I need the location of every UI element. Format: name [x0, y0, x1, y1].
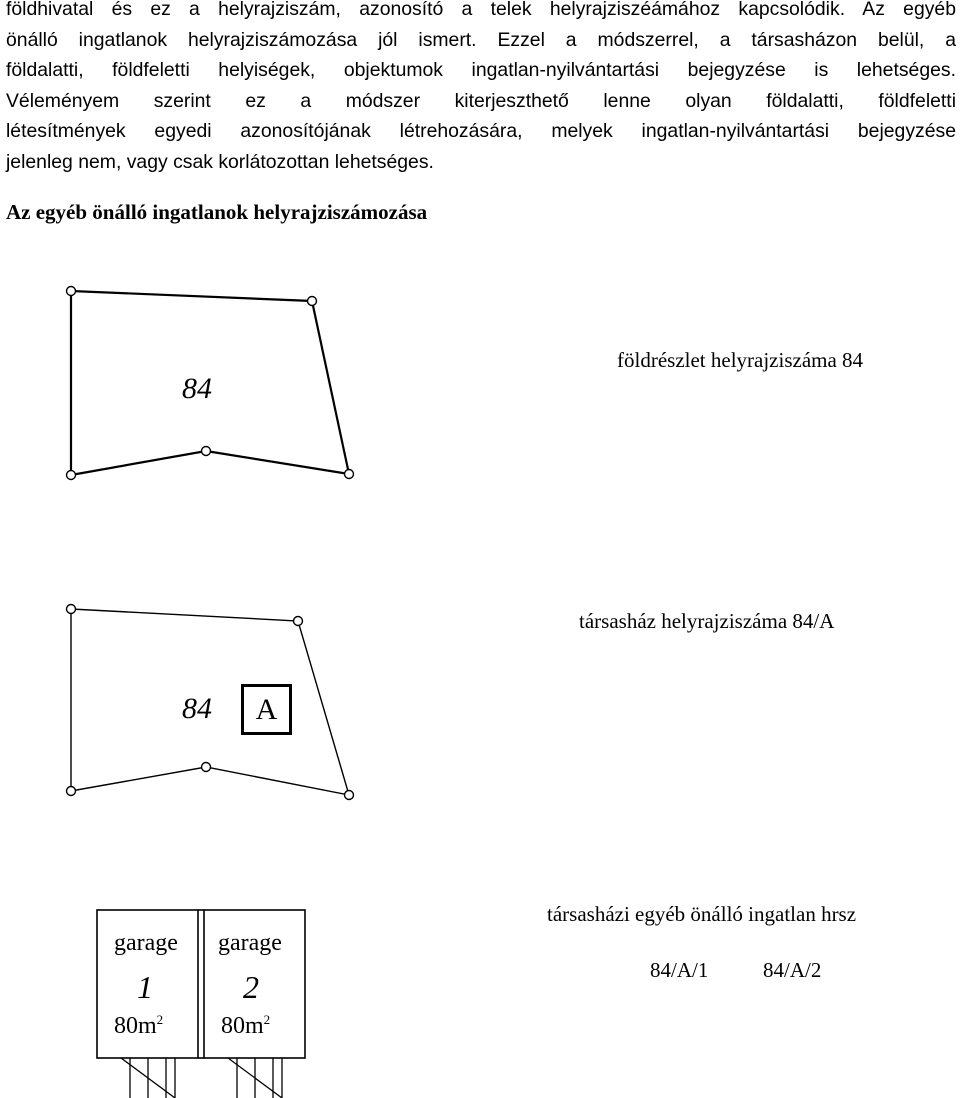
garage-2-label: garage	[218, 930, 282, 956]
garage-1-label: garage	[114, 930, 178, 956]
intro-line: önálló ingatlanok helyrajziszámozása jól ismert. Ezzel a módszerrel, a társasházon belül, a	[6, 28, 956, 51]
intro-line: földhivatal és ez a helyrajziszám, azonosító a telek helyrajziszéámához kapcsolódik. Az egyéb	[6, 0, 956, 20]
vertex-marker	[308, 297, 317, 306]
intro-line: jelenleg nem, vagy csak korlátozottan lehetséges.	[6, 150, 434, 173]
vertex-marker	[67, 471, 76, 480]
garage-1-door	[121, 1058, 175, 1098]
garage-2-number: 2	[243, 969, 259, 1005]
intro-line: földalatti, földfeletti helyiségek, objektumok ingatlan-nyilvántartási bejegyzése is lehetséges.	[6, 59, 956, 81]
vertex-marker	[202, 763, 211, 772]
condo-parcel-number: 84	[182, 692, 212, 725]
garage-caption: társasházi egyéb önálló ingatlan hrsz	[547, 902, 857, 926]
vertex-marker	[67, 287, 76, 296]
vertex-marker	[345, 791, 354, 800]
vertex-marker	[67, 605, 76, 614]
garage-1-hrsz: 84/A/1	[650, 958, 709, 982]
garage-2-door	[228, 1058, 282, 1098]
intro-line: Véleményem szerint ez a módszer kiterjeszthető lenne olyan földalatti, földfeletti	[6, 89, 956, 112]
intro-line: létesítmények egyedi azonosítójának létrehozására, melyek ingatlan-nyilvántartási bejegyzése	[6, 120, 956, 142]
condo-caption: társasház helyrajziszáma 84/A	[579, 609, 835, 633]
building-a-box	[241, 684, 292, 735]
vertex-marker	[345, 470, 354, 479]
garage-2-area: $80m^2$	[221, 1012, 271, 1039]
vertex-marker	[67, 787, 76, 796]
garage-1-area: $80m^2$	[114, 1012, 164, 1039]
building-letter: A	[255, 692, 278, 726]
parcel-caption: földrészlet helyrajziszáma 84	[617, 348, 864, 372]
parcel-number: 84	[182, 372, 212, 405]
vertex-marker	[294, 617, 303, 626]
vertex-marker	[202, 447, 211, 456]
garage-1-number: 1	[137, 969, 153, 1005]
section-heading: Az egyéb önálló ingatlanok helyrajziszámozása	[6, 200, 428, 224]
garage-2-hrsz: 84/A/2	[763, 958, 822, 982]
